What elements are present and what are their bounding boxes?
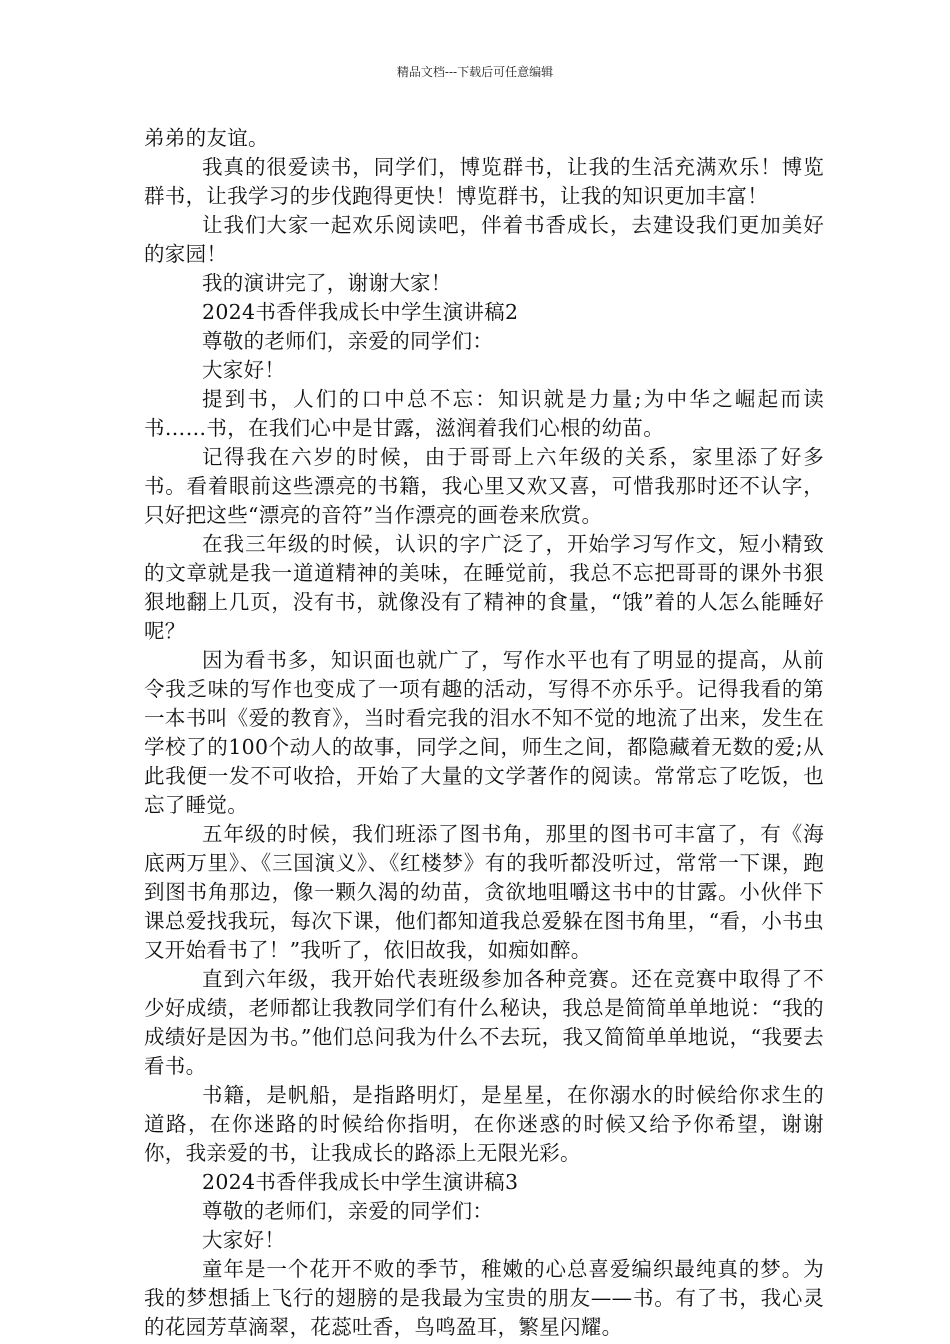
section-title: 2024书香伴我成长中学生演讲稿3 (202, 1170, 519, 1194)
document-body (144, 124, 824, 1342)
paragraph: 书籍，是帆船，是指路明灯，是星星，在你溺水的时候给你求生的道路，在你迷路的时候给你指明，在你迷惑的时候又给予你希望，谢谢你，我亲爱的书，让我成长的路添上无限光彩。 (144, 1083, 824, 1165)
salutation: 尊敬的老师们，亲爱的同学们： (202, 1199, 494, 1223)
paragraph: 弟弟的友谊。 (144, 126, 269, 150)
paragraph: 五年级的时候，我们班添了图书角，那里的图书可丰富了，有《海底两万里》、《三国演义》、《红楼梦》有的我听都没听过，常常一下课，跑到图书角那边，像一颗久渴的幼苗，贪欲地咀嚼这书中的甘露。小伙伴下课总爱找我玩，每次下课，他们都知道我总爱躲在图书角里，“看，小书虫又开始看书了！”我听了，依旧故我，如痴如醉。 (144, 822, 824, 962)
paragraph: 提到书，人们的口中总不忘：知识就是力量;为中华之崛起而读书……书，在我们心中是甘露，滋润着我们心根的幼苗。 (144, 387, 824, 440)
paragraph: 我真的很爱读书，同学们，博览群书，让我的生活充满欢乐！博览群书，让我学习的步伐跑得更快！博览群书，让我的知识更加丰富！ (144, 155, 824, 208)
page-header: 精品文档---下载后可任意编辑 (396, 65, 554, 79)
section-title: 2024书香伴我成长中学生演讲稿2 (202, 300, 519, 324)
paragraph: 在我三年级的时候，认识的字广泛了，开始学习写作文，短小精致的文章就是我一道道精神的美味，在睡觉前，我总不忘把哥哥的课外书狠狠地翻上几页，没有书，就像没有了精神的食量，“饿”着的人怎么能睡好呢？ (144, 532, 824, 643)
paragraph: 直到六年级，我开始代表班级参加各种竞赛。还在竞赛中取得了不少好成绩，老师都让我教同学们有什么秘诀，我总是简简单单地说：“我的成绩好是因为书。”他们总问我为什么不去玩，我又简简单单地说，“我要去看书。 (144, 967, 824, 1078)
paragraph: 我的演讲完了，谢谢大家！ (202, 271, 452, 295)
paragraph: 记得我在六岁的时候，由于哥哥上六年级的关系，家里添了好多书。看着眼前这些漂亮的书籍，我心里又欢又喜，可惜我那时还不认字，只好把这些“漂亮的音符”当作漂亮的画卷来欣赏。 (144, 445, 824, 527)
greeting: 大家好！ (202, 1228, 286, 1252)
salutation: 尊敬的老师们，亲爱的同学们： (202, 329, 494, 353)
paragraph: 让我们大家一起欢乐阅读吧，伴着书香成长，去建设我们更加美好的家园！ (144, 213, 824, 266)
paragraph: 因为看书多，知识面也就广了，写作水平也有了明显的提高，从前令我乏味的写作也变成了一项有趣的活动，写得不亦乐乎。记得我看的第一本书叫《爱的教育》，当时看完我的泪水不知不觉的地流了出来，发生在学校了的100个动人的故事，同学之间，师生之间，都隐藏着无数的爱;从此我便一发不可收拾，开始了大量的文学著作的阅读。常常忘了吃饭，也忘了睡觉。 (144, 648, 824, 817)
paragraph: 童年是一个花开不败的季节，稚嫩的心总喜爱编织最纯真的梦。为我的梦想插上飞行的翅膀的是我最为宝贵的朋友——书。有了书，我心灵的花园芳草滴翠，花蕊吐香，鸟鸣盈耳，繁星闪耀。 (144, 1257, 824, 1339)
greeting: 大家好！ (202, 358, 286, 382)
